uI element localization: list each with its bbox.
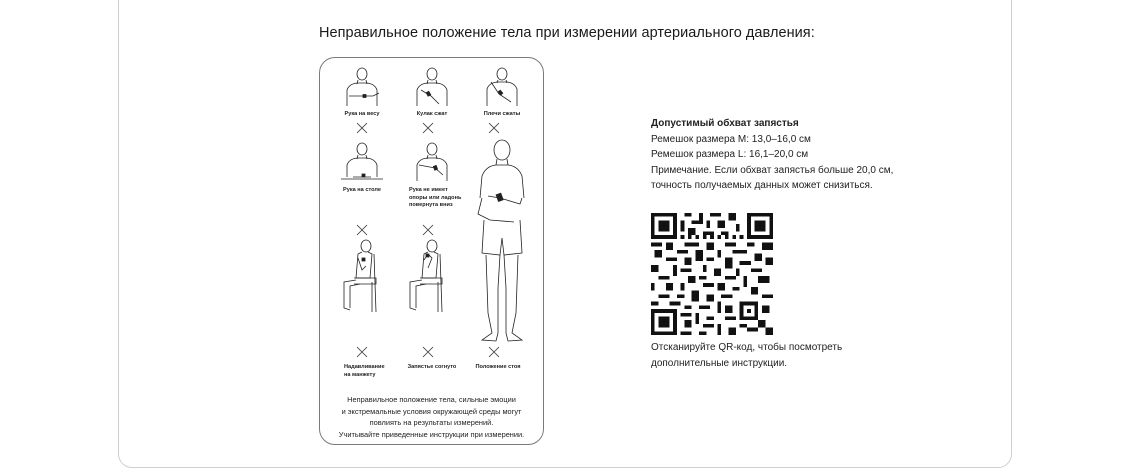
figure-arm-hanging-icon [337,66,387,110]
figure-wrist-bent-icon [408,238,450,314]
caption-arm-hanging: Рука на весу [344,111,380,117]
caption-fist-clenched: Кулак сжат [416,111,448,117]
figure-arm-on-table-icon [337,141,387,185]
figure-standing-large-icon [470,138,534,346]
posture-poster [319,57,544,445]
caption-arm-on-table: Рука на столе [343,187,381,193]
cross-icon [356,122,368,134]
content-card [118,0,1012,468]
cross-icon [356,346,368,358]
figure-fist-clenched-icon [407,66,457,110]
wrist-size-heading: Допустимый обхват запястья [651,118,799,129]
strap-m-range: Ремешок размера M: 13,0–16,0 см [651,133,811,145]
figure-arm-unsupported-icon [407,141,457,185]
page-title: Неправильное положение тела при измерении артериального давления: [319,25,815,41]
caption-pressing-cuff: Надавливание на манжету [344,364,385,378]
cross-icon [422,346,434,358]
caption-wrist-bent: Запястье согнуто [407,364,457,370]
wrist-note-line2: точность получаемых данных может снизиться. [651,180,873,191]
cross-icon [422,224,434,236]
wrist-note-line1: Примечание. Если обхват запястья больше 20,0 см, [651,164,894,176]
strap-l-range: Ремешок размера L: 16,1–20,0 см [651,149,809,160]
wrist-size-info [651,116,893,194]
caption-standing: Положение стоя [475,364,521,370]
qr-caption: Отсканируйте QR-код, чтобы посмотреть дополнительные инструкции. [651,342,843,369]
qr-code-icon[interactable] [651,213,773,335]
figure-pressing-cuff-icon [342,238,384,314]
figure-shoulders-tense-icon [477,66,527,110]
cross-icon [488,346,500,358]
caption-arm-unsupported: Рука не имеет опоры или ладонь повернута вниз [409,187,462,208]
cross-icon [488,122,500,134]
poster-note: Неправильное положение тела, сильные эмоции и экстремальные условия окружающей среды могут повлиять на результаты измерений. Учитывайте приведенные инструкции при измерении. [338,395,525,439]
caption-shoulders-tense: Плечи сжаты [483,111,521,117]
cross-icon [356,224,368,236]
cross-icon [422,122,434,134]
